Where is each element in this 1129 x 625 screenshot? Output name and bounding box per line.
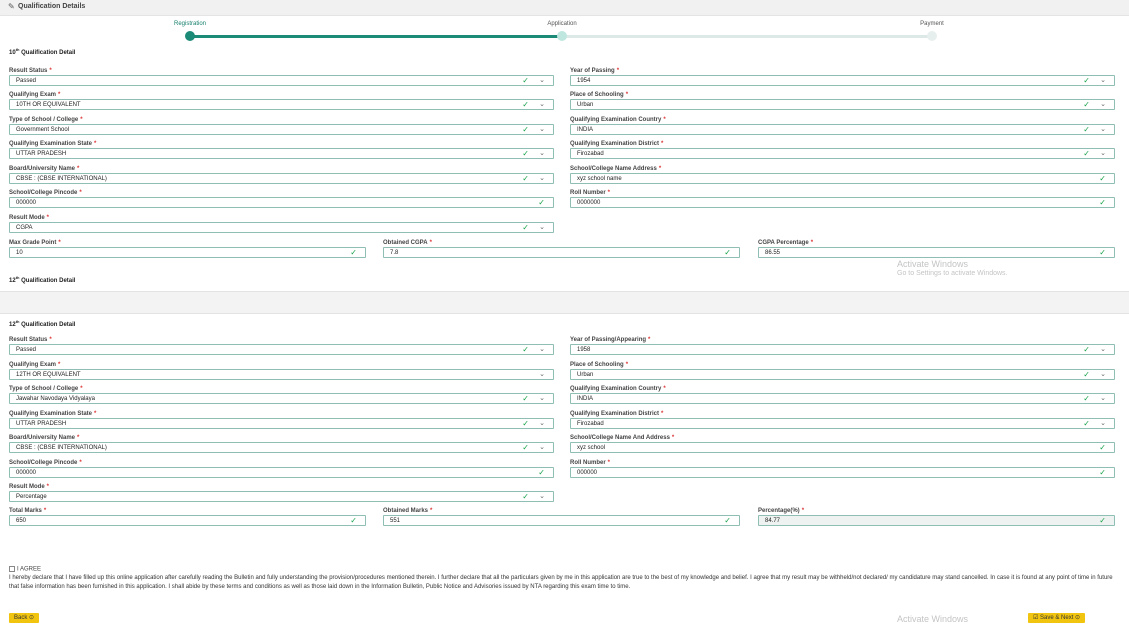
- chevron-down-icon[interactable]: ⌄: [1100, 395, 1106, 402]
- tenth-qualifying-exam[interactable]: Qualifying Exam * 10TH OR EQUIVALENT ✓ ⌄: [9, 92, 554, 117]
- chevron-down-icon[interactable]: ⌄: [539, 420, 545, 427]
- tenth-type-of-school[interactable]: Type of School / College * Government School ✓ ⌄: [9, 117, 554, 142]
- step-payment: Payment: [920, 21, 944, 27]
- twelfth-roll-number[interactable]: Roll Number * 000000 ✓: [570, 460, 1115, 485]
- twelfth-exam-country[interactable]: Qualifying Examination Country * INDIA ✓ ⌄: [570, 386, 1115, 411]
- twelfth-total-marks[interactable]: Total Marks * 650 ✓: [9, 508, 366, 533]
- check-icon: ✓: [1099, 443, 1106, 452]
- tenth-max-grade[interactable]: Max Grade Point * 10 ✓: [9, 240, 366, 265]
- chevron-down-icon[interactable]: ⌄: [1100, 420, 1106, 427]
- tenth-exam-state[interactable]: Qualifying Examination State * UTTAR PRADESH ✓ ⌄: [9, 141, 554, 166]
- twelfth-heading: 12th Qualification Detail: [9, 319, 76, 328]
- twelfth-heading-stub: 12th Qualification Detail: [9, 275, 76, 284]
- chevron-down-icon[interactable]: ⌄: [1100, 77, 1106, 84]
- chevron-down-icon[interactable]: ⌄: [539, 224, 545, 231]
- check-icon: ✓: [1099, 174, 1106, 183]
- check-icon: ✓: [1083, 149, 1090, 158]
- check-icon: ✓: [522, 443, 529, 452]
- twelfth-exam-state[interactable]: Qualifying Examination State * UTTAR PRADESH ✓ ⌄: [9, 411, 554, 436]
- twelfth-place-of-schooling[interactable]: Place of Schooling * Urban ✓ ⌄: [570, 362, 1115, 387]
- twelfth-obtained-marks[interactable]: Obtained Marks * 551 ✓: [383, 508, 740, 533]
- chevron-down-icon[interactable]: ⌄: [1100, 126, 1106, 133]
- back-button[interactable]: Back ⊙: [9, 613, 39, 623]
- tenth-exam-country[interactable]: Qualifying Examination Country * INDIA ✓ ⌄: [570, 117, 1115, 142]
- screenshot-gap: [0, 292, 1129, 313]
- chevron-down-icon[interactable]: ⌄: [1100, 371, 1106, 378]
- chevron-down-icon[interactable]: ⌄: [539, 175, 545, 182]
- tenth-exam-district[interactable]: Qualifying Examination District * Firozabad ✓ ⌄: [570, 141, 1115, 166]
- tenth-roll-number[interactable]: Roll Number * 0000000 ✓: [570, 190, 1115, 215]
- tenth-heading: 10th Qualification Detail: [9, 47, 76, 56]
- chevron-down-icon[interactable]: ⌄: [539, 346, 545, 353]
- tenth-place-of-schooling[interactable]: Place of Schooling * Urban ✓ ⌄: [570, 92, 1115, 117]
- check-icon: ✓: [1083, 345, 1090, 354]
- step-dot-payment: [927, 31, 937, 41]
- chevron-down-icon[interactable]: ⌄: [539, 101, 545, 108]
- windows-watermark-bottom: Activate Windows: [897, 614, 969, 624]
- check-icon: ✓: [522, 419, 529, 428]
- check-icon: ✓: [522, 345, 529, 354]
- tenth-school-address[interactable]: School/College Name Address * xyz school name ✓: [570, 166, 1115, 191]
- save-next-button[interactable]: ☑ Save & Next ⊙: [1028, 613, 1085, 623]
- twelfth-pincode[interactable]: School/College Pincode * 000000 ✓: [9, 460, 554, 485]
- check-icon: ✓: [350, 516, 357, 525]
- tenth-pincode[interactable]: School/College Pincode * 000000 ✓: [9, 190, 554, 215]
- chevron-down-icon[interactable]: ⌄: [539, 444, 545, 451]
- check-icon: ✓: [522, 149, 529, 158]
- chevron-down-icon[interactable]: ⌄: [539, 493, 545, 500]
- check-icon: ✓: [522, 223, 529, 232]
- check-icon: ✓: [724, 248, 731, 257]
- check-icon: ✓: [1083, 100, 1090, 109]
- qualification-header: [0, 0, 1129, 16]
- chevron-down-icon[interactable]: ⌄: [1100, 101, 1106, 108]
- progress-stepper: [150, 18, 970, 42]
- agree-checkbox[interactable]: I AGREE: [9, 566, 41, 573]
- step-application: Application: [547, 21, 577, 27]
- twelfth-result-status[interactable]: Result Status * Passed ✓ ⌄: [9, 337, 554, 362]
- tenth-result-mode[interactable]: Result Mode * CGPA ✓ ⌄: [9, 215, 554, 240]
- declaration-text: I hereby declare that I have filled up this online application after carefully reading the Bulletin and fully understanding the provision/procedures mentioned therein. I further declare that all the particulars given by me in this application are true to the best of my knowledge and belief. I agree that my result may be withheld/not declared/ my candidature may stand cancelled. In case it is found at any point of time in future that false information has been furnished in this application. I shall abide by these terms and conditions as well as those laid down in the Information Bulletin, Public Notice and Advisories issued by NTA regarding this exam time to time.: [9, 575, 1113, 590]
- tenth-year-of-passing[interactable]: Year of Passing * 1954 ✓ ⌄: [570, 68, 1115, 93]
- chevron-down-icon[interactable]: ⌄: [539, 77, 545, 84]
- check-icon: ✓: [538, 198, 545, 207]
- windows-watermark: Activate Windows Go to Settings to activate Windows.: [897, 259, 1008, 277]
- twelfth-result-mode[interactable]: Result Mode * Percentage ✓ ⌄: [9, 484, 554, 509]
- step-registration: Registration: [173, 21, 207, 27]
- tenth-cgpa-percentage[interactable]: CGPA Percentage * 86.55 ✓: [758, 240, 1115, 265]
- chevron-down-icon[interactable]: ⌄: [539, 371, 545, 378]
- check-icon: ✓: [1099, 248, 1106, 257]
- check-icon: ✓: [522, 394, 529, 403]
- step-dot-application: [557, 31, 567, 41]
- check-icon: ✓: [724, 516, 731, 525]
- check-icon: ✓: [522, 492, 529, 501]
- twelfth-exam-district[interactable]: Qualifying Examination District * Firozabad ✓ ⌄: [570, 411, 1115, 436]
- check-icon: ✓: [350, 248, 357, 257]
- tenth-obtained-cgpa[interactable]: Obtained CGPA * 7.8 ✓: [383, 240, 740, 265]
- chevron-down-icon[interactable]: ⌄: [1100, 346, 1106, 353]
- twelfth-board[interactable]: Board/University Name * CBSE : (CBSE INTERNATIONAL) ✓ ⌄: [9, 435, 554, 460]
- tenth-panel: [0, 0, 1129, 292]
- chevron-down-icon[interactable]: ⌄: [539, 126, 545, 133]
- check-icon: ✓: [1083, 394, 1090, 403]
- check-icon: ✓: [1083, 76, 1090, 85]
- check-icon: ✓: [1099, 468, 1106, 477]
- check-icon: ✓: [522, 76, 529, 85]
- check-icon: ✓: [1083, 370, 1090, 379]
- check-icon: ✓: [1083, 419, 1090, 428]
- check-icon: ✓: [538, 468, 545, 477]
- twelfth-qualifying-exam[interactable]: Qualifying Exam * 12TH OR EQUIVALENT ⌄: [9, 362, 554, 387]
- check-icon: ✓: [522, 100, 529, 109]
- tenth-result-status[interactable]: Result Status * Passed ✓ ⌄: [9, 68, 554, 93]
- twelfth-percentage: Percentage(%) * 84.77 ✓: [758, 508, 1115, 533]
- qualification-title: Qualification Details: [18, 3, 86, 10]
- check-icon: ✓: [1099, 516, 1106, 525]
- stepper-progress: [190, 35, 562, 38]
- check-icon: ✓: [1083, 125, 1090, 134]
- chevron-down-icon[interactable]: ⌄: [1100, 150, 1106, 157]
- check-icon: ✓: [522, 174, 529, 183]
- check-icon: ✓: [1099, 198, 1106, 207]
- twelfth-school-address[interactable]: School/College Name And Address * xyz school ✓: [570, 435, 1115, 460]
- chevron-down-icon[interactable]: ⌄: [539, 150, 545, 157]
- twelfth-year-of-passing[interactable]: Year of Passing/Appearing * 1958 ✓ ⌄: [570, 337, 1115, 362]
- step-dot-registration: [185, 31, 195, 41]
- chevron-down-icon[interactable]: ⌄: [539, 395, 545, 402]
- twelfth-type-of-school[interactable]: Type of School / College * Jawahar Navodaya Vidyalaya ✓ ⌄: [9, 386, 554, 411]
- checkbox-icon[interactable]: [9, 566, 15, 572]
- tenth-board[interactable]: Board/University Name * CBSE : (CBSE INTERNATIONAL) ✓ ⌄: [9, 166, 554, 191]
- edit-icon: ✎: [8, 2, 15, 11]
- check-icon: ✓: [522, 125, 529, 134]
